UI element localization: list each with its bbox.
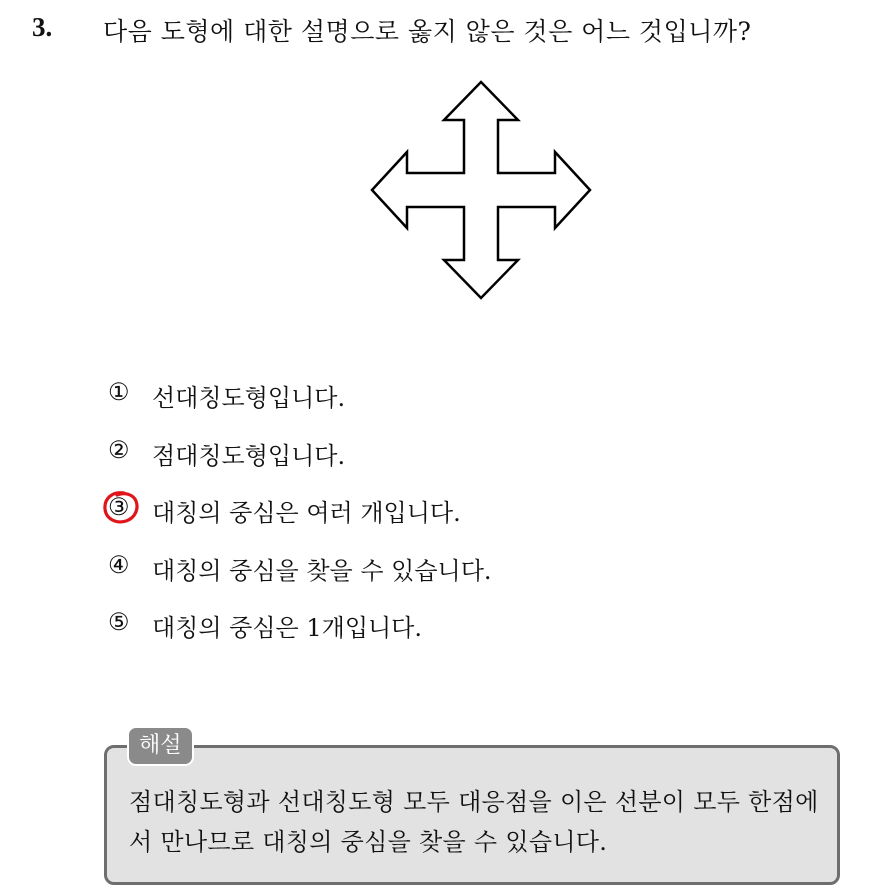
question-number: 3. [32,12,53,42]
four-way-arrow-figure [370,80,592,300]
answer-circle-mark [102,490,142,526]
choice-text: 대칭의 중심을 찾을 수 있습니다. [152,556,492,585]
choice-number: ② [108,435,130,464]
choice-number: ③ [108,493,130,521]
question-text: 다음 도형에 대한 설명으로 옳지 않은 것은 어느 것입니까? [103,17,752,46]
explanation-label: 해설 [127,726,194,766]
choice-item-3[interactable] [108,493,492,551]
choice-number: ④ [108,550,130,579]
choice-item-1[interactable] [108,378,492,436]
explanation-text: 점대칭도형과 선대칭도형 모두 대응점을 이은 선분이 모두 한점에서 만나므로 대칭의 중심을 찾을 수 있습니다. [129,788,819,856]
explanation-box [104,745,840,885]
choice-text: 점대칭도형입니다. [152,441,346,470]
choice-item-5[interactable] [108,608,492,666]
arrow-cross-shape [372,82,590,298]
choices-list [108,378,492,666]
choice-number: ① [108,378,130,406]
choice-item-4[interactable] [108,551,492,609]
choice-text: 선대칭도형입니다. [152,384,346,412]
choice-text: 대칭의 중심은 여러 개입니다. [152,499,461,527]
choice-text: 대칭의 중심은 1개입니다. [152,614,422,642]
choice-item-2[interactable] [108,436,492,494]
choice-number: ⑤ [108,608,130,636]
